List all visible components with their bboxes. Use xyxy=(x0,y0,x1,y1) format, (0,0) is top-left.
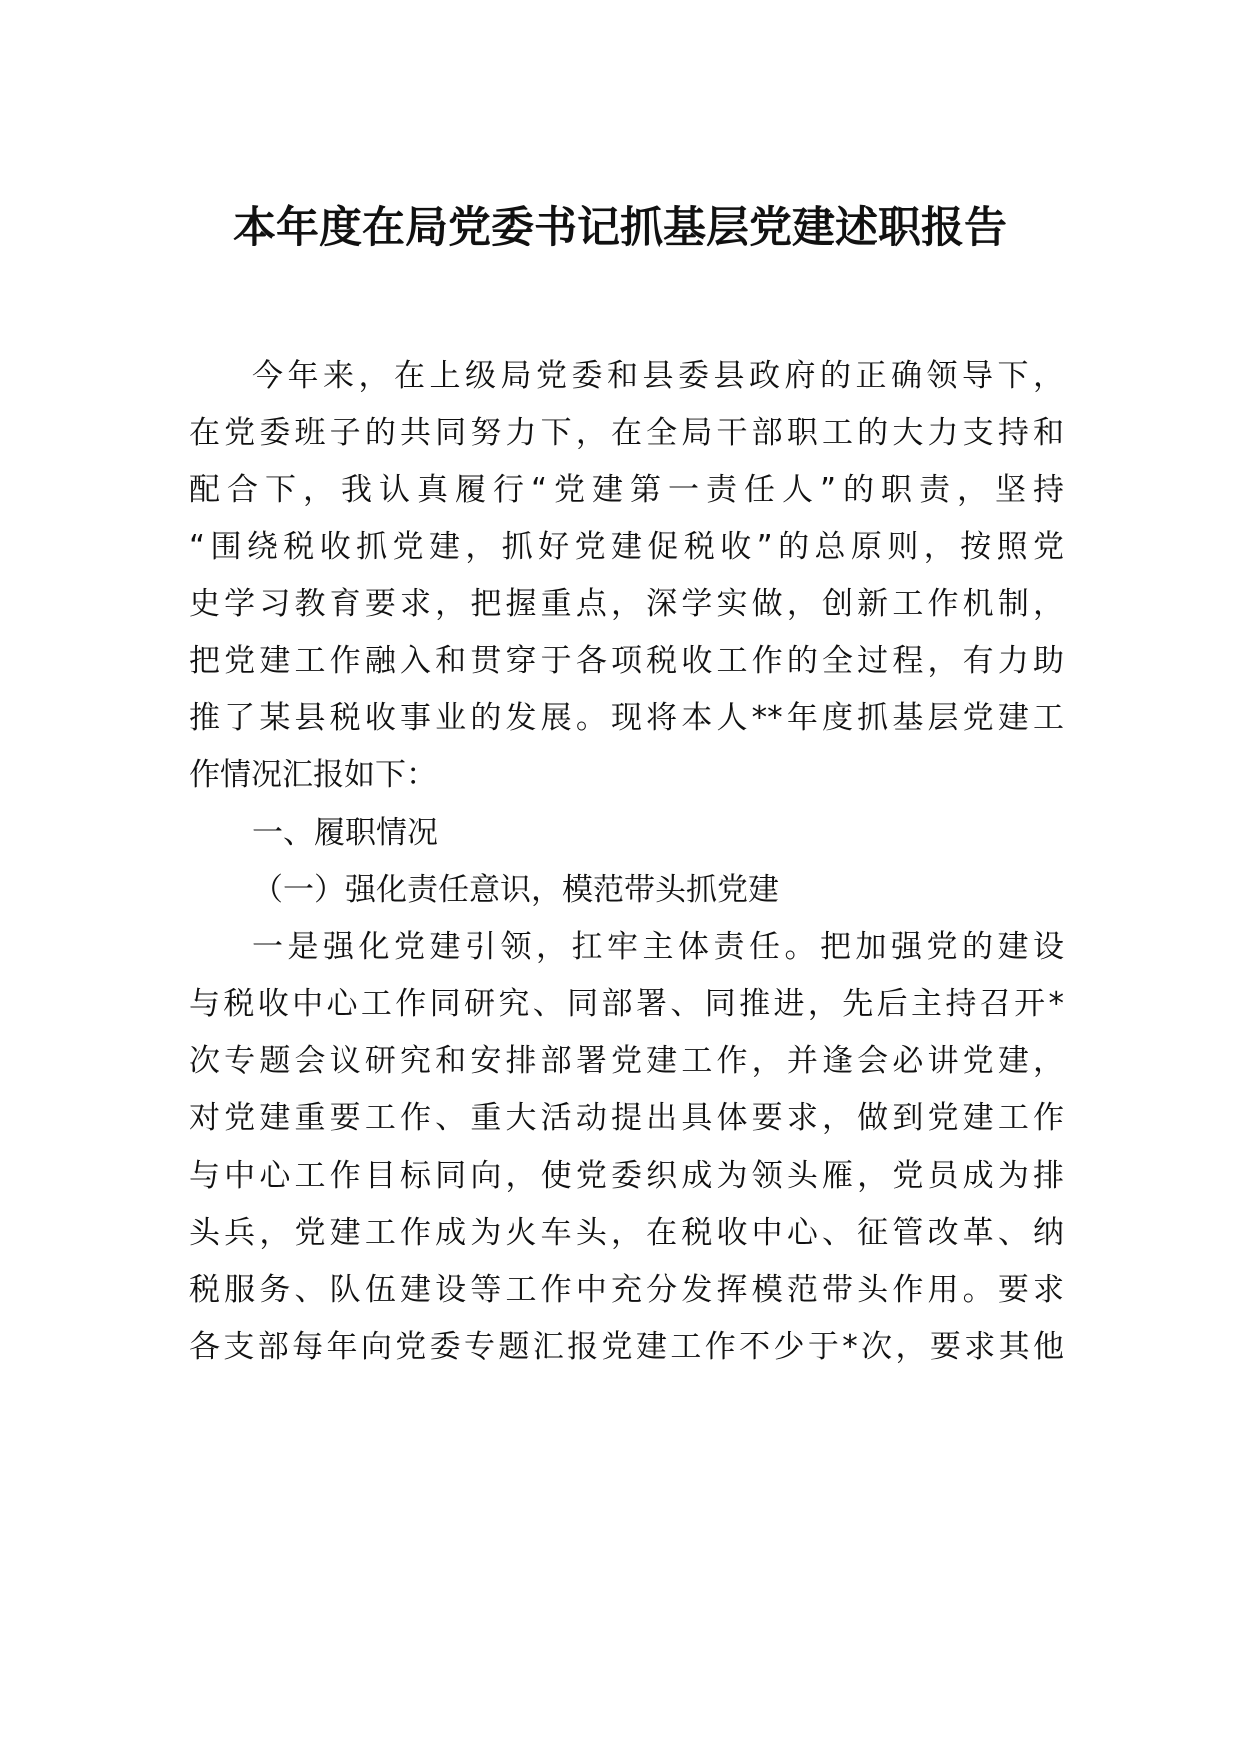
paragraph-line-16: 各支部每年向党委专题汇报党建工作不少于*次，要求其他 xyxy=(189,1329,1064,1365)
paragraph-line-2: 在党委班子的共同努力下，在全局干部职工的大力支持和 xyxy=(189,415,1064,451)
paragraph-line-8: 作情况汇报如下： xyxy=(189,757,437,793)
paragraph-line-15: 税服务、队伍建设等工作中充分发挥模范带头作用。要求 xyxy=(189,1272,1064,1308)
paragraph-line-11: 次专题会议研究和安排部署党建工作，并逢会必讲党建， xyxy=(189,1043,1064,1079)
paragraph-line-6: 把党建工作融入和贯穿于各项税收工作的全过程，有力助 xyxy=(189,643,1064,679)
paragraph-line-9: 一是强化党建引领，扛牢主体责任。把加强党的建设 xyxy=(252,929,1064,965)
paragraph-line-12: 对党建重要工作、重大活动提出具体要求，做到党建工作 xyxy=(189,1100,1064,1136)
section-heading-1: 一、履职情况 xyxy=(252,815,438,851)
paragraph-line-7: 推了某县税收事业的发展。现将本人**年度抓基层党建工 xyxy=(189,700,1064,736)
paragraph-line-5: 史学习教育要求，把握重点，深学实做，创新工作机制， xyxy=(189,586,1064,622)
paragraph-line-3: 配合下，我认真履行“党建第一责任人”的职责，坚持 xyxy=(189,472,1064,508)
subsection-heading-1: （一）强化责任意识，模范带头抓党建 xyxy=(252,872,779,908)
paragraph-line-14: 头兵，党建工作成为火车头，在税收中心、征管改革、纳 xyxy=(189,1215,1064,1251)
paragraph-line-10: 与税收中心工作同研究、同部署、同推进，先后主持召开* xyxy=(189,986,1064,1022)
paragraph-line-1: 今年来，在上级局党委和县委县政府的正确领导下， xyxy=(252,358,1064,394)
document-title: 本年度在局党委书记抓基层党建述职报告 xyxy=(233,203,1007,253)
paragraph-line-13: 与中心工作目标同向，使党委织成为领头雁，党员成为排 xyxy=(189,1158,1064,1194)
paragraph-line-4: “围绕税收抓党建，抓好党建促税收”的总原则，按照党 xyxy=(189,529,1064,565)
